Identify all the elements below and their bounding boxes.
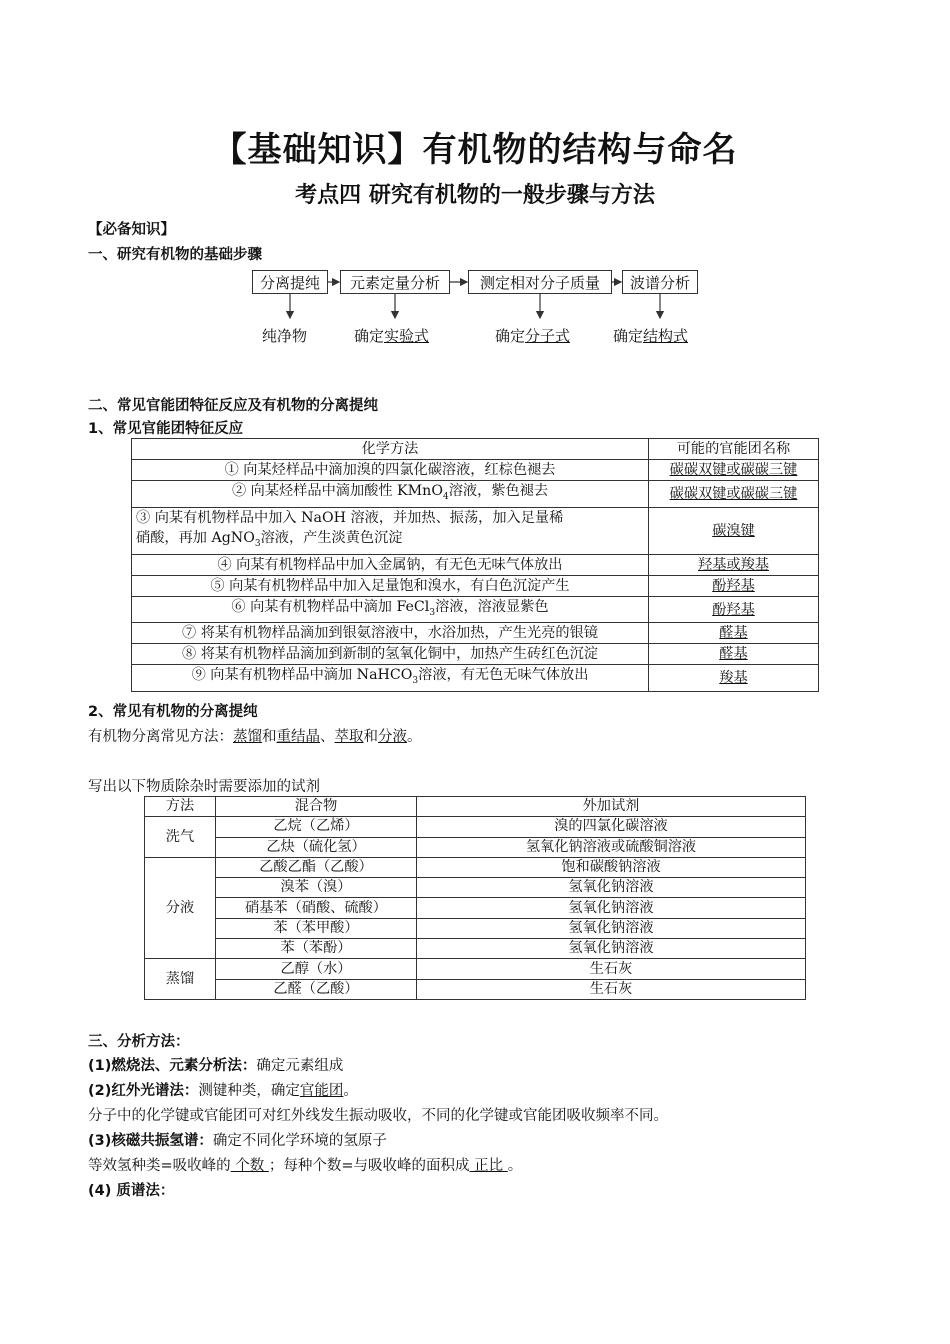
mixture-cell: 苯（苯甲酸） <box>216 918 417 938</box>
table-row <box>132 460 819 481</box>
table-header-row <box>132 439 819 460</box>
mixture-cell: 乙酸乙酯（乙酸） <box>216 857 417 877</box>
method-cell: ④ 向某有机物样品中加入金属钠，有无色无味气体放出 <box>132 554 649 575</box>
table-header: 方法 <box>145 797 216 817</box>
table-row <box>132 554 819 575</box>
mixture-cell: 溴苯（溴） <box>216 878 417 898</box>
group-cell: 醛基 <box>649 644 819 665</box>
flow-step-2: 元素定量分析 <box>340 270 450 294</box>
table-row <box>145 878 806 898</box>
table-row <box>132 575 819 596</box>
reagent-cell: 氢氧化钠溶液 <box>417 918 806 938</box>
method-cell: ⑤ 向某有机物样品中加入足量饱和溴水，有白色沉淀产生 <box>132 575 649 596</box>
group-cell: 碳碳双键或碳碳三键 <box>649 460 819 481</box>
table-row <box>132 596 819 623</box>
nmr-explanation: 等效氢种类=吸收峰的 个数 ；每种个数=与吸收峰的面积成 正比 。 <box>88 1158 523 1174</box>
analysis-method-2: (2)红外光谱法：测键种类，确定官能团。 <box>88 1083 358 1099</box>
table-row <box>132 507 819 554</box>
table-row <box>132 481 819 508</box>
page-title: 【基础知识】有机物的结构与命名 <box>212 130 738 170</box>
method-cell: 蒸馏 <box>145 959 216 1000</box>
table-row <box>132 665 819 692</box>
mixture-cell: 乙醇（水） <box>216 959 417 979</box>
group-cell: 酚羟基 <box>649 596 819 623</box>
table-row <box>145 979 806 999</box>
separation-methods-text: 有机物分离常见方法：蒸馏和重结晶、萃取和分液。 <box>88 729 422 745</box>
section3-heading: 三、分析方法： <box>88 1034 190 1050</box>
page-subtitle: 考点四 研究有机物的一般步骤与方法 <box>295 183 655 208</box>
method-cell: 分液 <box>145 857 216 958</box>
analysis-method-3: (3)核磁共振氢谱：确定不同化学环境的氢原子 <box>88 1133 387 1149</box>
table-row <box>132 644 819 665</box>
ir-explanation: 分子中的化学键或官能团可对红外线发生振动吸收，不同的化学键或官能团吸收频率不同。 <box>88 1108 668 1124</box>
group-cell: 醛基 <box>649 623 819 644</box>
method-cell: ⑨ 向某有机物样品中滴加 NaHCO$_3$溶液，有无色无味气体放出 <box>132 665 649 692</box>
table-row <box>132 623 819 644</box>
mixture-cell: 乙炔（硫化氢） <box>216 837 417 857</box>
table-header: 外加试剂 <box>417 797 806 817</box>
section2-sub2: 2、常见有机物的分离提纯 <box>88 704 258 720</box>
table-row <box>145 837 806 857</box>
reagent-cell: 氢氧化钠溶液 <box>417 939 806 959</box>
analysis-method-1: (1)燃烧法、元素分析法：确定元素组成 <box>88 1058 344 1074</box>
mixture-cell: 苯（苯酚） <box>216 939 417 959</box>
reagent-cell: 饱和碳酸钠溶液 <box>417 857 806 877</box>
flow-step-4: 波谱分析 <box>622 270 698 294</box>
group-cell: 碳碳双键或碳碳三键 <box>649 481 819 508</box>
group-cell: 酚羟基 <box>649 575 819 596</box>
analysis-method-4: (4) 质谱法： <box>88 1183 175 1199</box>
group-cell: 羧基 <box>649 665 819 692</box>
purification-table <box>144 796 806 1000</box>
table-header: 混合物 <box>216 797 417 817</box>
flow-result-2: 确定实验式 <box>354 327 430 345</box>
group-cell: 碳溴键 <box>649 507 819 554</box>
method-cell: 洗气 <box>145 817 216 858</box>
table-row <box>145 857 806 877</box>
method-cell: ⑧ 将某有机物样品滴加到新制的氢氧化铜中，加热产生砖红色沉淀 <box>132 644 649 665</box>
table-row <box>145 959 806 979</box>
flow-result-3: 确定分子式 <box>495 327 571 345</box>
table-row <box>145 817 806 837</box>
reagent-cell: 氢氧化钠溶液 <box>417 898 806 918</box>
flow-step-3: 测定相对分子质量 <box>468 270 612 294</box>
table-row <box>145 898 806 918</box>
reagent-cell: 生石灰 <box>417 959 806 979</box>
method-cell: ② 向某烃样品中滴加酸性 KMnO$_4$溶液，紫色褪去 <box>132 481 649 508</box>
table-row <box>145 918 806 938</box>
flow-step-1: 分离提纯 <box>252 270 328 294</box>
group-cell: 羟基或羧基 <box>649 554 819 575</box>
table-header: 化学方法 <box>132 439 649 460</box>
functional-group-table <box>131 438 819 692</box>
reagent-cell: 氢氧化钠溶液 <box>417 878 806 898</box>
table-header-row <box>145 797 806 817</box>
reagent-cell: 生石灰 <box>417 979 806 999</box>
method-cell: ⑦ 将某有机物样品滴加到银氨溶液中，水浴加热，产生光亮的银镜 <box>132 623 649 644</box>
section1-heading: 一、研究有机物的基础步骤 <box>88 247 262 263</box>
table-row <box>145 939 806 959</box>
section2-sub1: 1、常见官能团特征反应 <box>88 421 244 437</box>
flow-result-1: 纯净物 <box>262 327 308 345</box>
mixture-cell: 硝基苯（硝酸、硫酸） <box>216 898 417 918</box>
reagent-intro: 写出以下物质除杂时需要添加的试剂 <box>88 779 320 795</box>
table-header: 可能的官能团名称 <box>649 439 819 460</box>
method-cell: ③ 向某有机物样品中加入 NaOH 溶液，并加热、振荡，加入足量稀 硝酸，再加 AgNO$_3$溶液，产生淡黄色沉淀 <box>132 507 649 554</box>
reagent-cell: 溴的四氯化碳溶液 <box>417 817 806 837</box>
method-cell: ① 向某烃样品中滴加溴的四氯化碳溶液，红棕色褪去 <box>132 460 649 481</box>
mixture-cell: 乙烷（乙烯） <box>216 817 417 837</box>
mixture-cell: 乙醛（乙酸） <box>216 979 417 999</box>
reagent-cell: 氢氧化钠溶液或硫酸铜溶液 <box>417 837 806 857</box>
flow-result-4: 确定结构式 <box>613 327 689 345</box>
flow-arrows <box>0 0 950 340</box>
section2-heading: 二、常见官能团特征反应及有机物的分离提纯 <box>88 398 378 414</box>
method-cell: ⑥ 向某有机物样品中滴加 FeCl$_3$溶液，溶液显紫色 <box>132 596 649 623</box>
required-knowledge-label: 【必备知识】 <box>88 222 175 238</box>
